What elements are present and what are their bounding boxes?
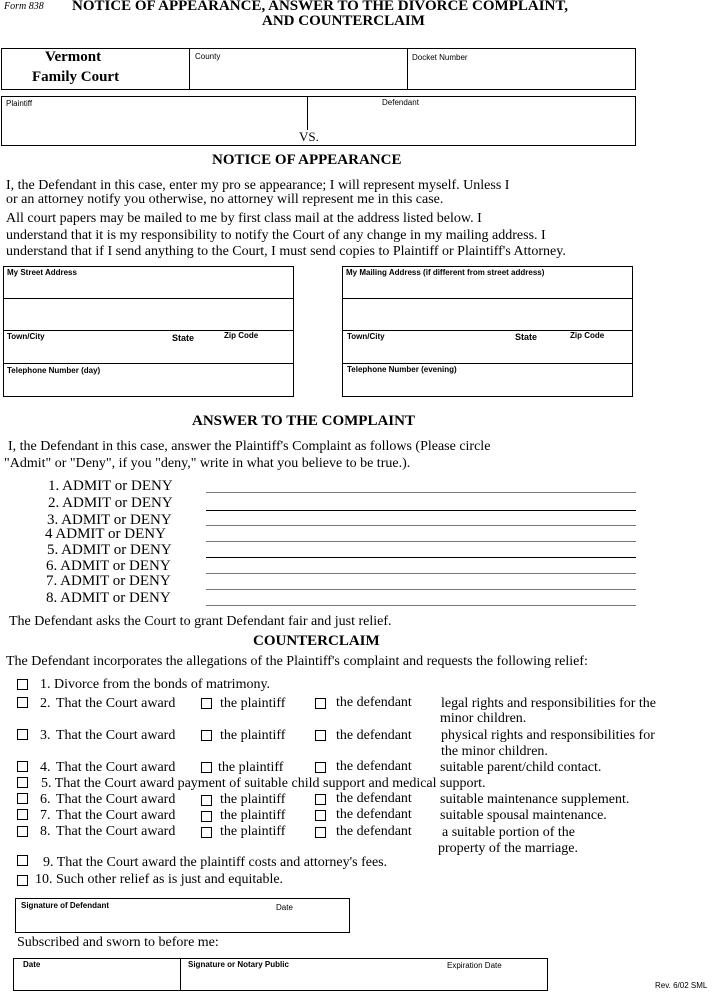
item3-desc-line2: the minor children. [441,744,548,759]
phone-day-field[interactable] [4,377,292,396]
item3-plaintiff-checkbox[interactable] [201,730,212,741]
counterclaim-intro: The Defendant incorporates the allegations of the Plaintiff's complaint and requests the following relief: [6,654,588,669]
item1-checkbox[interactable] [17,679,28,690]
signature-date-label: Date [276,903,293,912]
state-left-label: State [172,333,195,343]
item3-defendant-checkbox[interactable] [315,730,326,741]
plaintiff-label: Plaintiff [6,99,33,108]
form-title-line2: AND COUNTERCLAIM [262,13,425,29]
item4-number: 4. [40,760,51,775]
item6-desc: suitable maintenance supplement. [440,792,630,807]
docket-label: Docket Number [412,53,468,62]
sworn-text: Subscribed and sworn to before me: [17,935,219,950]
plaintiff-field[interactable] [3,110,305,144]
relief-text: The Defendant asks the Court to grant Defendant fair and just relief. [9,614,392,629]
answer-item-1[interactable]: 1. ADMIT or DENY [48,478,173,494]
item5-text: 5. That the Court award payment of suitable child support and medical support. [41,776,486,791]
answer-item-8[interactable]: 8. ADMIT or DENY [46,590,171,606]
vs-text: VS. [299,129,319,144]
answer-heading: ANSWER TO THE COMPLAINT [192,413,415,429]
item7-desc: suitable spousal maintenance. [440,808,607,823]
notice-heading: NOTICE OF APPEARANCE [212,152,402,168]
item6-plaintiff-label: the plaintiff [220,792,286,807]
item6-checkbox[interactable] [17,793,28,804]
answer-line-8[interactable] [206,605,636,606]
town-right-label: Town/City [347,332,385,341]
item2-defendant-checkbox[interactable] [315,698,326,709]
item2-checkbox[interactable] [17,697,28,708]
notice-p2-line3: understand that if I send anything to the Court, I must send copies to Plaintiff or Plaintiff's Attorney. [6,244,566,259]
expiration-label: Expiration Date [447,961,502,970]
item4-defendant-label: the defendant [336,759,412,774]
notice-p2-line2: understand that it is my responsibility to notify the Court of any change in my mailing address. I [6,228,546,243]
signature-date-field[interactable] [272,913,348,931]
notice-p1-line2: or an attorney notify you otherwise, no attorney will represent me in this case. [6,192,444,207]
item7-plaintiff-label: the plaintiff [220,808,286,823]
defendant-signature-field[interactable] [17,912,267,931]
item2-desc-line2: minor children. [440,711,527,726]
item4-desc: suitable parent/child contact. [440,760,602,775]
item7-court-award: That the Court award [56,808,176,823]
item2-plaintiff-label: the plaintiff [220,696,286,711]
notary-date-field[interactable] [15,970,178,989]
answer-item-6[interactable]: 6. ADMIT or DENY [46,558,171,574]
form-number: Form 838 [4,1,44,12]
item4-defendant-checkbox[interactable] [315,762,326,773]
item6-plaintiff-checkbox[interactable] [201,795,212,806]
court-name-line2: Family Court [32,69,120,85]
notary-signature-field[interactable] [182,970,437,989]
phone-day-label: Telephone Number (day) [7,366,101,375]
item8-desc-line2: property of the marriage. [438,841,578,856]
item4-checkbox[interactable] [17,761,28,772]
docket-field[interactable] [408,63,634,89]
item1-text: 1. Divorce from the bonds of matrimony. [40,677,271,692]
item10-text: 10. Such other relief as is just and equitable. [35,872,284,887]
street-address-label: My Street Address [7,268,77,277]
county-field[interactable] [190,62,406,89]
answer-line-3[interactable] [206,525,636,526]
item5-checkbox[interactable] [17,777,28,788]
phone-evening-label: Telephone Number (evening) [347,365,457,374]
expiration-date-field[interactable] [440,970,546,989]
answer-intro-line2: "Admit" or "Deny", if you "deny," write in what you believe to be true.). [4,456,411,471]
item4-plaintiff-label: the plaintiff [218,760,284,775]
answer-item-7[interactable]: 7. ADMIT or DENY [46,573,171,589]
mailing-address-label: My Mailing Address (if different from street address) [346,268,545,277]
item8-plaintiff-checkbox[interactable] [201,827,212,838]
zip-right-label: Zip Code [570,331,605,340]
item8-defendant-label: the defendant [336,824,412,839]
notary-date-label: Date [23,960,41,969]
mailing-address-field[interactable] [343,279,631,329]
item6-court-award: That the Court award [56,792,176,807]
item7-number: 7. [40,808,51,823]
item4-plaintiff-checkbox[interactable] [201,762,212,773]
answer-line-1[interactable] [206,492,636,493]
item3-checkbox[interactable] [17,729,28,740]
notary-signature-label: Signature or Notary Public [188,960,289,969]
item9-checkbox[interactable] [17,855,28,866]
item8-number: 8. [40,824,51,839]
answer-line-7[interactable] [206,589,636,590]
answer-item-5[interactable]: 5. ADMIT or DENY [47,542,172,558]
county-label: County [195,52,221,61]
answer-line-2[interactable] [206,510,636,511]
item8-defendant-checkbox[interactable] [315,827,326,838]
revision-text: Rev. 6/02 SML [655,981,708,990]
street-address-field[interactable] [4,279,292,329]
item2-plaintiff-checkbox[interactable] [201,698,212,709]
item3-desc-line1: physical rights and responsibilities for [441,728,655,743]
notice-p2-line1: All court papers may be mailed to me by first class mail at the address listed below. I [6,211,482,226]
item7-checkbox[interactable] [17,809,28,820]
form-title-line1: NOTICE OF APPEARANCE, ANSWER TO THE DIVORCE COMPLAINT, [72,0,569,14]
item4-court-award: That the Court award [56,760,176,775]
town-state-zip-left-field[interactable] [4,342,292,362]
item6-defendant-label: the defendant [336,791,412,806]
item3-number: 3. [40,728,51,743]
defendant-field[interactable] [309,110,634,144]
item2-court-award: That the Court award [56,696,176,711]
answer-item-4[interactable]: 4 ADMIT or DENY [45,526,166,542]
item6-number: 6. [40,792,51,807]
item6-defendant-checkbox[interactable] [315,794,326,805]
item3-plaintiff-label: the plaintiff [220,728,286,743]
item2-desc-line1: legal rights and responsibilities for the [441,696,657,711]
answer-item-3[interactable]: 3. ADMIT or DENY [47,512,172,528]
item8-plaintiff-label: the plaintiff [220,824,286,839]
counterclaim-heading: COUNTERCLAIM [253,633,380,649]
defendant-label: Defendant [382,98,419,107]
item3-defendant-label: the defendant [336,728,412,743]
answer-line-4[interactable] [206,541,636,542]
item7-defendant-checkbox[interactable] [315,810,326,821]
item2-defendant-label: the defendant [336,695,412,710]
item8-court-award: That the Court award [56,824,176,839]
town-left-label: Town/City [7,332,45,341]
item10-checkbox[interactable] [17,875,28,886]
signature-label: Signature of Defendant [21,901,110,910]
notice-p1-line1: I, the Defendant in this case, enter my pro se appearance; I will represent myself. Unless I [6,178,510,193]
zip-left-label: Zip Code [224,331,259,340]
item7-plaintiff-checkbox[interactable] [201,811,212,822]
court-name-line1: Vermont [45,49,102,65]
answer-line-5[interactable] [206,557,636,558]
town-state-zip-right-field[interactable] [343,342,631,362]
item9-text: 9. That the Court award the plaintiff costs and attorney's fees. [43,855,388,870]
item7-defendant-label: the defendant [336,807,412,822]
state-right-label: State [515,332,538,342]
answer-item-2[interactable]: 2. ADMIT or DENY [48,495,173,511]
answer-intro-line1: I, the Defendant in this case, answer the Plaintiff's Complaint as follows (Please circle [8,439,491,454]
answer-line-6[interactable] [206,573,636,574]
phone-evening-field[interactable] [343,377,631,396]
item8-checkbox[interactable] [17,826,28,837]
item3-court-award: That the Court award [56,728,176,743]
item2-number: 2. [40,696,51,711]
item8-desc-line1: a suitable portion of the [442,825,575,840]
